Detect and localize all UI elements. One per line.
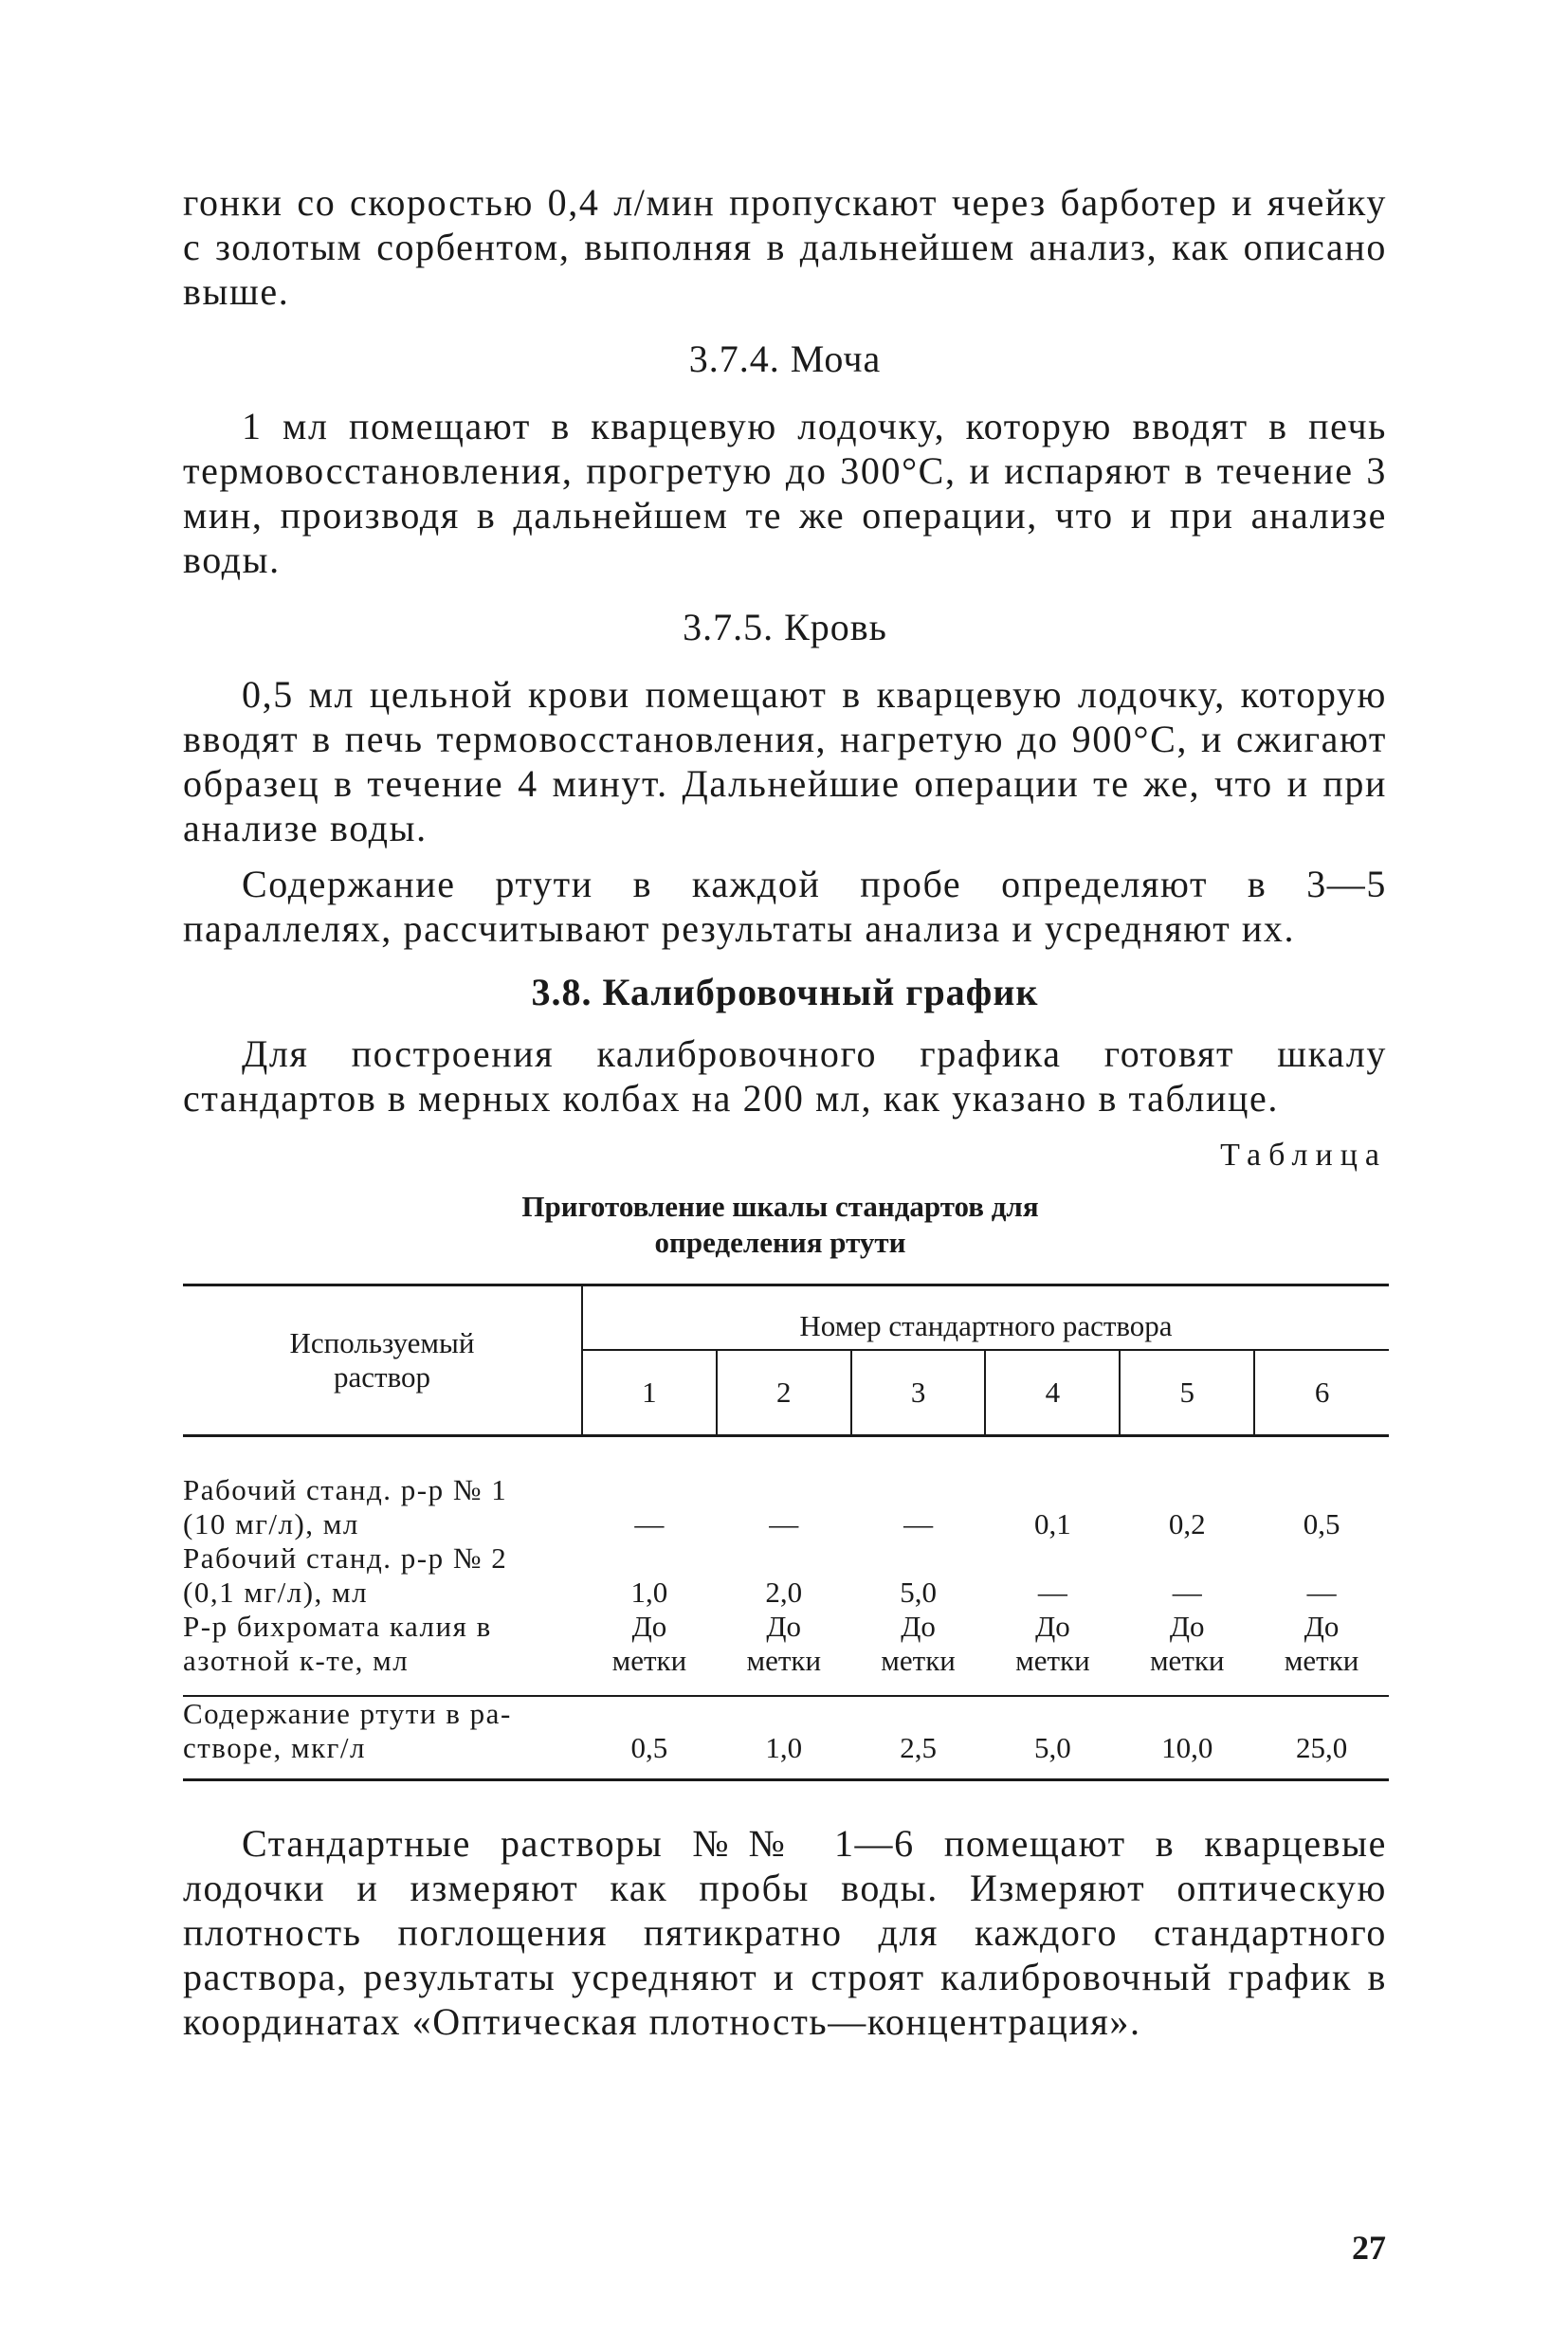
row-label-working-standard-1: Рабочий станд. р-р № 1 (10 мг/л), мл: [183, 1473, 508, 1540]
paragraph-intro: гонки со скоростью 0,4 л/мин пропускают через барботер и ячейку с золотым сорбентом, выполняя в дальнейшем анализ, как описано выше.: [183, 181, 1387, 313]
table-cell: До метки: [611, 1610, 687, 1677]
page-number: 27: [1352, 2229, 1386, 2267]
row-label-mercury-content: Содержание ртути в ра- створе, мкг/л: [183, 1696, 582, 1765]
table-row: [183, 1473, 1389, 1541]
table-caption: [306, 1189, 1254, 1261]
paragraph-urine: 1 мл помещают в кварцевую лодочку, которую вводят в печь термовосстановления, прогретую до 300°С, и испаряют в течение 3 мин, производя в дальнейшем те же операции, что и при анализе воды.: [183, 405, 1387, 581]
page-content: [183, 180, 1387, 2044]
column-header-3: 3: [851, 1350, 986, 1436]
table-cell: 0,5: [1303, 1507, 1340, 1540]
column-header-2: 2: [717, 1350, 851, 1436]
heading-blood: 3.7.5. Кровь: [683, 606, 887, 648]
paragraph-standards-measure: Стандартные растворы №№ 1—6 помещают в кварцевые лодочки и измеряют как пробы воды. Измеряют оптическую плотность поглощения пятикратно для каждого стандартного раствора, результаты усредняют и строят калибровочный график в координатах «Оптическая плотность—концентрация».: [183, 1822, 1387, 2043]
table-cell: —: [769, 1507, 799, 1540]
table-cell: 2,0: [765, 1576, 803, 1609]
table-cell: До метки: [881, 1610, 956, 1677]
header-solution-line1: Используемый: [289, 1326, 475, 1359]
table-row-summary: [183, 1696, 1389, 1765]
table-cell: —: [1037, 1576, 1067, 1609]
heading-urine: 3.7.4. Моча: [688, 337, 882, 380]
table-cell: —: [1172, 1576, 1202, 1609]
table-cell: До метки: [1284, 1610, 1359, 1677]
table-cell: 10,0: [1120, 1696, 1254, 1765]
column-header-6: 6: [1254, 1350, 1389, 1436]
table-cell: 1,0: [630, 1576, 668, 1609]
header-standard-number: Номер стандартного раствора: [582, 1285, 1389, 1351]
table-cell: 5,0: [985, 1696, 1120, 1765]
table-label: Таблица: [1220, 1138, 1387, 1173]
header-solution-line2: раствор: [334, 1360, 430, 1394]
heading-calibration: 3.8. Калибровочный график: [531, 971, 1039, 1013]
paragraph-calibration: Для построения калибровочного графика готовят шкалу стандартов в мерных колбах на 200 мл, как указано в таблице.: [183, 1032, 1387, 1120]
table-cell: 25,0: [1254, 1696, 1389, 1765]
table-cell: —: [1306, 1576, 1337, 1609]
table-cell: —: [903, 1507, 934, 1540]
table-cell: 5,0: [900, 1576, 937, 1609]
table-cell: До метки: [1015, 1610, 1090, 1677]
table-cell: 1,0: [717, 1696, 851, 1765]
table-cell: До метки: [1149, 1610, 1225, 1677]
paragraph-blood: 0,5 мл цельной крови помещают в кварцевую лодочку, которую вводят в печь термовосстановления, нагретую до 900°С, и сжигают образец в течение 4 минут. Дальнейшие операции те же, что и при анализе воды.: [183, 673, 1387, 849]
row-label-working-standard-2: Рабочий станд. р-р № 2 (0,1 мг/л), мл: [183, 1541, 508, 1609]
table-caption-line2: определения ртути: [654, 1226, 906, 1259]
table-row: [183, 1610, 1389, 1678]
table-cell: 0,5: [582, 1696, 717, 1765]
table-cell: До метки: [746, 1610, 822, 1677]
paragraph-mercury-content: Содержание ртути в каждой пробе определяют в 3—5 параллелях, рассчитывают результаты анализа и усредняют их.: [183, 863, 1387, 950]
table-row: [183, 1541, 1389, 1610]
header-solution: [183, 1285, 582, 1436]
column-header-1: 1: [582, 1350, 717, 1436]
table-cell: —: [634, 1507, 665, 1540]
column-header-5: 5: [1120, 1350, 1254, 1436]
table-cell: 0,1: [1034, 1507, 1071, 1540]
table-cell: 2,5: [851, 1696, 986, 1765]
table-caption-line1: Приготовление шкалы стандартов для: [521, 1190, 1039, 1223]
standards-table: [183, 1284, 1389, 1781]
table-cell: 0,2: [1168, 1507, 1206, 1540]
column-header-4: 4: [985, 1350, 1120, 1436]
row-label-dichromate: Р-р бихромата калия в азотной к-те, мл: [183, 1610, 492, 1677]
